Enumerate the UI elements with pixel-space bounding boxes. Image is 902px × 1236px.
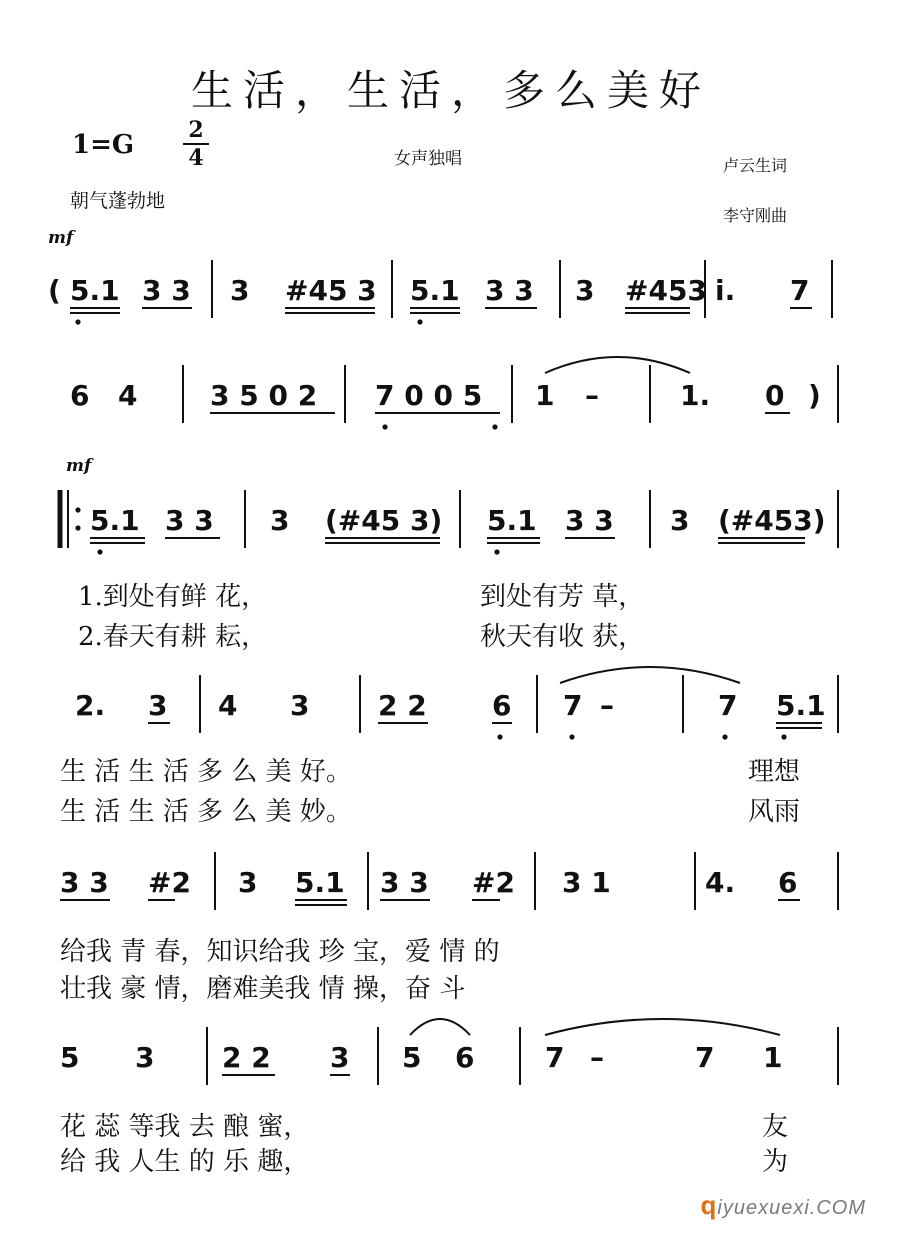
note-group: 3 xyxy=(575,274,595,307)
watermark-logo: q xyxy=(700,1190,718,1220)
note-group: ) xyxy=(808,379,821,412)
note-group: 3 3 xyxy=(485,274,534,307)
octave-dot xyxy=(781,734,786,739)
lyric-text: 友 xyxy=(762,1112,789,1142)
note-group: – xyxy=(590,1041,604,1074)
lyric-text: 为 xyxy=(762,1147,789,1177)
meter-bottom: 4 xyxy=(188,145,204,171)
note-group: 1 xyxy=(763,1041,783,1074)
note-group: 3 1 xyxy=(562,866,611,899)
octave-dot xyxy=(492,424,497,429)
note-group: 5.1 xyxy=(90,504,140,537)
note-group: 7 xyxy=(695,1041,715,1074)
key-signature: 1=G xyxy=(72,130,135,160)
note-group: 2. xyxy=(75,689,106,722)
watermark xyxy=(701,1190,867,1221)
tempo-marking: 朝气蓬勃地 xyxy=(70,190,166,212)
lyric-text: 秋天有收 获， xyxy=(480,622,645,652)
note-group: – xyxy=(600,689,614,722)
note-group: 6 xyxy=(455,1041,475,1074)
octave-dot xyxy=(497,734,502,739)
meter-top: 2 xyxy=(188,117,204,143)
note-group: 0 xyxy=(765,379,785,412)
note-group: 7 xyxy=(790,274,810,307)
lyric-text: 花 蕊 等我 去 酿 蜜， xyxy=(60,1112,310,1142)
note-group: 5.1 xyxy=(410,274,460,307)
page-title: 生活，生活，多么美好 xyxy=(190,66,711,115)
composer-credit: 李守刚曲 xyxy=(723,206,788,225)
lyric-text: 理想 xyxy=(748,757,801,787)
repeat-dot xyxy=(75,525,80,530)
note-group: 3 3 xyxy=(142,274,191,307)
repeat-dot xyxy=(75,507,80,512)
note-group: 4 xyxy=(118,379,138,412)
note-group: 3 xyxy=(148,689,168,722)
note-group: 1 xyxy=(535,379,555,412)
tie xyxy=(410,1019,470,1035)
lyric-text: 风雨 xyxy=(748,797,801,827)
note-group: 4 xyxy=(218,689,238,722)
lyric-text: 2.春天有耕 耘， xyxy=(78,622,268,652)
note-group: 3 xyxy=(330,1041,350,1074)
note-group: 4. xyxy=(705,866,736,899)
note-group: 3 xyxy=(238,866,258,899)
note-group: #2 xyxy=(148,866,191,899)
watermark-text: iyuexuexi.COM xyxy=(717,1197,866,1219)
note-group: 3 3 xyxy=(165,504,214,537)
lyricist-credit: 卢云生词 xyxy=(723,156,788,175)
lyric-text: 1.到处有鲜 花， xyxy=(78,582,268,612)
note-group: 5.1 xyxy=(295,866,345,899)
octave-dot xyxy=(417,319,422,324)
note-group: 5 xyxy=(402,1041,422,1074)
note-group: (#45 3) xyxy=(325,504,443,537)
time-signature xyxy=(183,118,209,170)
note-group: 6 xyxy=(492,689,512,722)
note-group: 6 xyxy=(70,379,90,412)
note-group: 3 xyxy=(135,1041,155,1074)
lyric-text: 给 我 人生 的 乐 趣， xyxy=(60,1147,310,1177)
note-group: 6 xyxy=(778,866,798,899)
note-group: 1. xyxy=(680,379,711,412)
note-group: 3 5 0 2 xyxy=(210,379,318,412)
note-group: i. xyxy=(715,274,736,307)
note-group: 5.1 xyxy=(776,689,826,722)
note-group: 7 xyxy=(545,1041,565,1074)
note-group: 5.1 xyxy=(70,274,120,307)
note-group: 3 3 xyxy=(565,504,614,537)
note-group: (#453) xyxy=(718,504,826,537)
dynamic-mark: mf xyxy=(48,228,74,248)
octave-dot xyxy=(97,549,102,554)
note-group: 2 2 xyxy=(378,689,427,722)
octave-dot xyxy=(569,734,574,739)
lyric-text: 到处有芳 草， xyxy=(480,582,645,612)
octave-dot xyxy=(722,734,727,739)
note-group: – xyxy=(585,379,599,412)
dynamic-mark: mf xyxy=(66,456,92,476)
note-group: 7 xyxy=(563,689,583,722)
octave-dot xyxy=(75,319,80,324)
note-group: 3 xyxy=(290,689,310,722)
octave-dot xyxy=(382,424,387,429)
note-group: #45 3 xyxy=(285,274,377,307)
tie xyxy=(545,357,690,373)
lyric-text: 生 活 生 活 多 么 美 妙。 xyxy=(60,797,352,827)
note-group: 5.1 xyxy=(487,504,537,537)
note-group: #2 xyxy=(472,866,515,899)
note-group: ( xyxy=(48,274,61,307)
performance-type: 女声独唱 xyxy=(394,149,462,169)
lyric-text: 壮我 豪 情，磨难美我 情 操，奋 斗 xyxy=(60,974,466,1004)
lyric-text: 生 活 生 活 多 么 美 好。 xyxy=(60,757,352,787)
tie xyxy=(560,667,740,683)
tie xyxy=(545,1019,780,1035)
note-group: 3 xyxy=(670,504,690,537)
note-group: 7 xyxy=(718,689,738,722)
octave-dot xyxy=(494,549,499,554)
note-group: 7 0 0 5 xyxy=(375,379,483,412)
note-group: 5 xyxy=(60,1041,80,1074)
note-group: 3 xyxy=(270,504,290,537)
note-group: 3 3 xyxy=(380,866,429,899)
lyric-text: 给我 青 春，知识给我 珍 宝，爱 情 的 xyxy=(60,937,500,967)
note-group: 3 3 xyxy=(60,866,109,899)
note-group: 3 xyxy=(230,274,250,307)
note-group: 2 2 xyxy=(222,1041,271,1074)
note-group: #453 xyxy=(625,274,707,307)
